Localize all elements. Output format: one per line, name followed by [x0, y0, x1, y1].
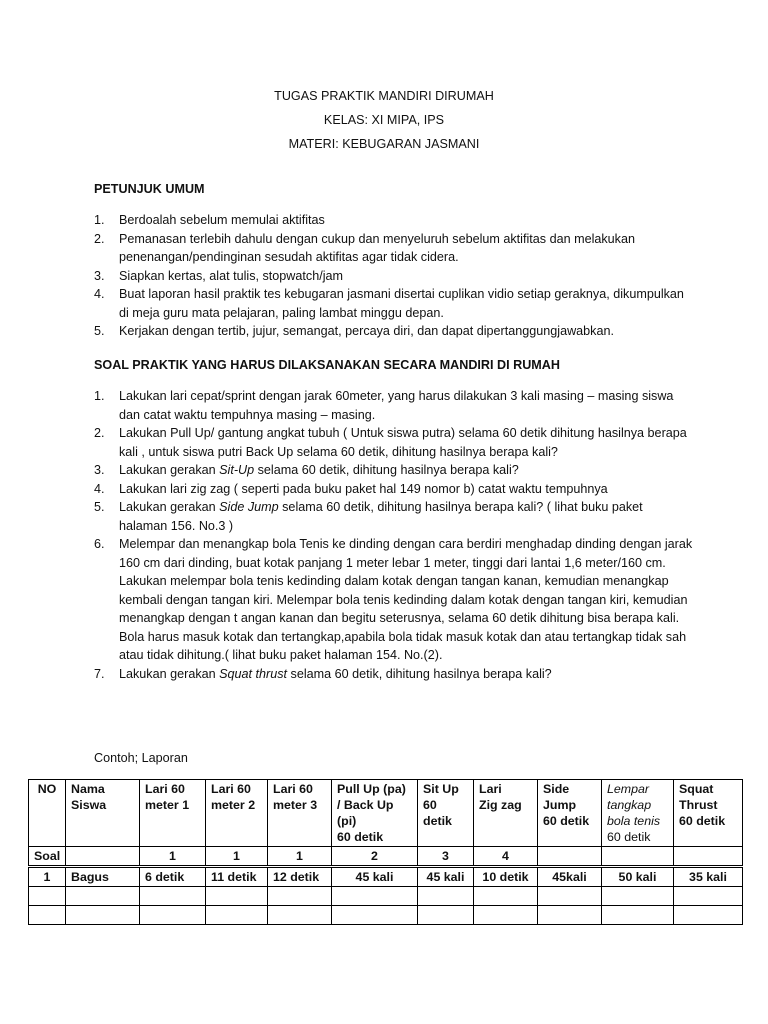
list-item: 1. Berdoalah sebelum memulai aktifitas [94, 213, 325, 227]
list-item: 2. Lakukan Pull Up/ gantung angkat tubuh ( Untuk siswa putra) selama 60 detik dihitung hasilnya berapa kali , untuk siswa putri Back Up selama 60 detik, dihitung hasilnya berapa kali? [94, 426, 687, 459]
column-header: Lari 60 meter 1 [140, 780, 206, 847]
column-header: Side Jump 60 detik [538, 780, 602, 847]
class-label: KELAS: XI MIPA, IPS [323, 113, 445, 127]
column-header: Lari 60 meter 3 [268, 780, 332, 847]
list-item: 7. Lakukan gerakan Squat thrust selama 60 detik, dihitung hasilnya berapa kali? [94, 666, 552, 681]
example-report-label: Contoh; Laporan [94, 751, 188, 765]
list-item: 3. Lakukan gerakan Sit-Up selama 60 detik, dihitung hasilnya berapa kali? [94, 463, 519, 477]
table-row: Soal 1 1 1 2 3 4 [29, 847, 743, 867]
column-header: Squat Thrust 60 detik [674, 780, 743, 847]
list-item: 2. Pemanasan terlebih dahulu dengan cukup dan menyeluruh sebelum aktifitas dan melakukan penenangan/pendinginan sesudah aktifitas agar tidak cidera. [94, 231, 635, 264]
list-item: 3. Siapkan kertas, alat tulis, stopwatch/jam [94, 268, 343, 283]
table-row [29, 887, 743, 906]
column-header: Lari Zig zag [474, 780, 538, 847]
document-title: TUGAS PRAKTIK MANDIRI DIRUMAH [274, 89, 494, 103]
list-item: 5. Kerjakan dengan tertib, jujur, semangat, percaya diri, dan dapat dipertanggungjawabkan. [94, 324, 614, 338]
column-header: Sit Up 60 detik [418, 780, 474, 847]
report-table [28, 779, 743, 925]
subject-label: MATERI: KEBUGARAN JASMANI [288, 137, 480, 151]
practice-tasks-heading: SOAL PRAKTIK YANG HARUS DILAKSANAKAN SECARA MANDIRI DI RUMAH [94, 358, 560, 372]
list-item: 1. Lakukan lari cepat/sprint dengan jarak 60meter, yang harus dilakukan 3 kali masing – masing siswa dan catat waktu tempuhnya masing – masing. [94, 389, 674, 422]
list-item: 4. Lakukan lari zig zag ( seperti pada buku paket hal 149 nomor b) catat waktu tempuhnya [94, 481, 608, 496]
column-header: Pull Up (pa) / Back Up (pi) 60 detik [332, 780, 418, 847]
general-instructions-list [94, 211, 694, 341]
column-header: NO [29, 780, 66, 847]
column-header: Lempar tangkap bola tenis 60 detik [602, 780, 674, 847]
column-header: Nama Siswa [66, 780, 140, 847]
practice-tasks-list [94, 387, 694, 683]
column-header: Lari 60 meter 2 [206, 780, 268, 847]
list-item: 4. Buat laporan hasil praktik tes kebugaran jasmani disertai cuplikan vidio setiap geraknya, dikumpulkan di meja guru mata pelajaran, paling lambat minggu depan. [94, 287, 684, 320]
table-row: 1 Bagus 6 detik 11 detik 12 detik 45 kali 45 kali 10 detik 45kali 50 kali 35 kali [29, 867, 743, 887]
list-item: 6. Melempar dan menangkap bola Tenis ke dinding dengan cara berdiri menghadap dinding dengan jarak 160 cm dari dinding, buat kotak panjang 1 meter lebar 1 meter, tinggi dari lantai 1,6 meter/160 cm. Lakukan melempar bola tenis kedinding dalam kotak dengan tangan kanan, kemudian menangkap kembali dengan tangan kiri. Melempar bola tenis kedinding dalam kotak dengan tangan kiri, kemudian menangkap dengan t angan kanan dan begitu seterusnya, selama 60 detik dihitung bisa berapa kali. Bola harus masuk kotak dan tertangkap,apabila bola tidak masuk kotak dan atau tertangkap tidak sah atau tidak dihitung.( lihat buku paket halaman 154. No.(2). [94, 537, 693, 662]
general-instructions-heading: PETUNJUK UMUM [94, 182, 205, 196]
table-header-row [29, 780, 743, 847]
table-row [29, 906, 743, 925]
list-item: 5. Lakukan gerakan Side Jump selama 60 detik, dihitung hasilnya berapa kali? ( lihat buku paket halaman 156. No.3 ) [94, 500, 643, 533]
